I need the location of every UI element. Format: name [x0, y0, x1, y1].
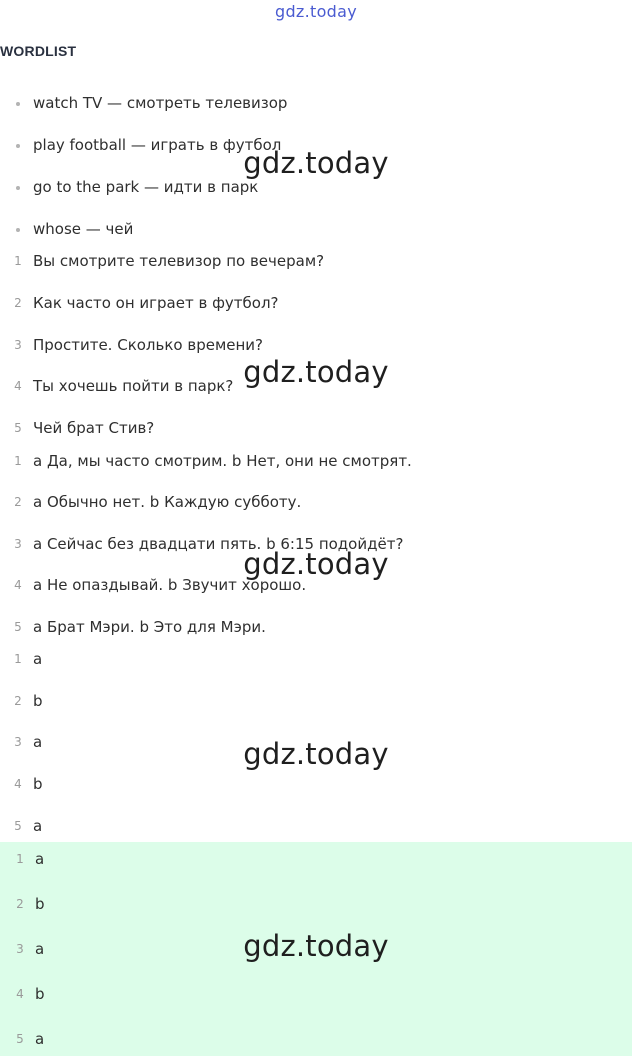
- item-number: 5: [14, 620, 22, 634]
- wordlist-item: [0, 92, 600, 114]
- answer-item: [0, 773, 600, 795]
- translation-item: [0, 574, 600, 596]
- answer-item: [0, 690, 600, 712]
- item-number: 4: [14, 777, 22, 791]
- translation-item: [0, 450, 600, 472]
- bullet-dot: [16, 102, 20, 106]
- item-number: 5: [14, 819, 22, 833]
- wordlist-item: [0, 134, 600, 156]
- item-number: 3: [14, 537, 22, 551]
- translation-text: a Брат Мэри. b Это для Мэри.: [33, 618, 266, 636]
- highlighted-answer-panel: [0, 842, 632, 1056]
- question-item: [0, 334, 600, 356]
- answer-text: a: [33, 650, 43, 668]
- final-answer-text: a: [35, 1030, 45, 1048]
- final-answer-text: b: [35, 985, 45, 1003]
- final-answer-item: [0, 938, 600, 960]
- item-number: 4: [14, 578, 22, 592]
- translation-item: [0, 533, 600, 555]
- item-number: 2: [14, 694, 22, 708]
- answer-text: a: [33, 817, 43, 835]
- answer-item: [0, 648, 600, 670]
- item-number: 2: [16, 897, 24, 911]
- item-number: 1: [16, 852, 24, 866]
- wordlist-item-text: go to the park — идти в парк: [33, 178, 259, 196]
- watermark-text: gdz.today: [243, 929, 389, 963]
- final-answer-text: b: [35, 895, 45, 913]
- question-text: Ты хочешь пойти в парк?: [33, 377, 234, 395]
- answer-text: b: [33, 692, 43, 710]
- bullet-dot: [16, 186, 20, 190]
- answer-item: [0, 731, 600, 753]
- question-text: Как часто он играет в футбол?: [33, 294, 279, 312]
- final-answer-text: a: [35, 940, 45, 958]
- item-number: 2: [14, 296, 22, 310]
- question-item: [0, 375, 600, 397]
- page-heading: WORDLIST: [0, 43, 77, 59]
- translation-text: a Не опаздывай. b Звучит хорошо.: [33, 576, 307, 594]
- item-number: 1: [14, 652, 22, 666]
- wordlist-item: [0, 176, 600, 198]
- watermark-text: gdz.today: [243, 146, 389, 180]
- item-number: 2: [14, 495, 22, 509]
- question-text: Чей брат Стив?: [33, 419, 155, 437]
- answer-text: a: [33, 733, 43, 751]
- item-number: 1: [14, 454, 22, 468]
- bullet-dot: [16, 228, 20, 232]
- wordlist-item: [0, 218, 600, 240]
- item-number: 3: [14, 338, 22, 352]
- final-answer-item: [0, 848, 600, 870]
- question-text: Простите. Сколько времени?: [33, 336, 264, 354]
- translation-text: a Обычно нет. b Каждую субботу.: [33, 493, 302, 511]
- answer-item: [0, 815, 600, 837]
- watermark-text: gdz.today: [243, 355, 389, 389]
- watermark-text: gdz.today: [243, 737, 389, 771]
- item-number: 5: [14, 421, 22, 435]
- translation-item: [0, 616, 600, 638]
- translation-text: a Да, мы часто смотрим. b Нет, они не смотрят.: [33, 452, 412, 470]
- top-watermark: gdz.today: [275, 2, 357, 21]
- question-item: [0, 292, 600, 314]
- answer-text: b: [33, 775, 43, 793]
- item-number: 4: [14, 379, 22, 393]
- item-number: 3: [14, 735, 22, 749]
- item-number: 1: [14, 254, 22, 268]
- item-number: 3: [16, 942, 24, 956]
- bullet-dot: [16, 144, 20, 148]
- watermark-text: gdz.today: [243, 547, 389, 581]
- translation-item: [0, 491, 600, 513]
- final-answer-item: [0, 983, 600, 1005]
- item-number: 4: [16, 987, 24, 1001]
- wordlist-item-text: whose — чей: [33, 220, 134, 238]
- question-item: [0, 250, 600, 272]
- final-answer-item: [0, 1028, 600, 1050]
- question-item: [0, 417, 600, 439]
- item-number: 5: [16, 1032, 24, 1046]
- question-text: Вы смотрите телевизор по вечерам?: [33, 252, 325, 270]
- wordlist-item-text: play football — играть в футбол: [33, 136, 282, 154]
- final-answer-text: a: [35, 850, 45, 868]
- final-answer-item: [0, 893, 600, 915]
- wordlist-item-text: watch TV — смотреть телевизор: [33, 94, 288, 112]
- translation-text: a Сейчас без двадцати пять. b 6:15 подойдёт?: [33, 535, 404, 553]
